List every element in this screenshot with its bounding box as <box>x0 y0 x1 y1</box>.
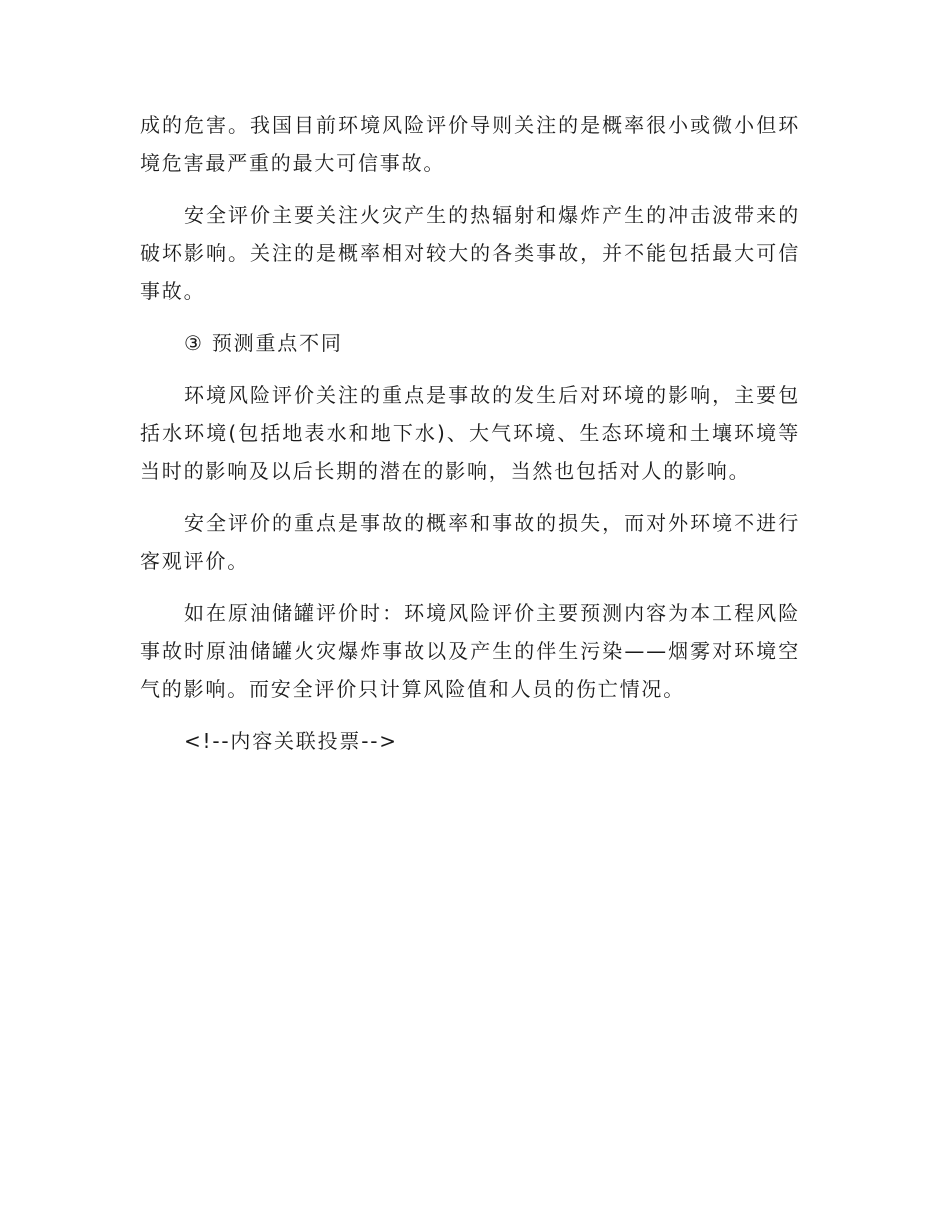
paragraph-safety-assessment-focus: 安全评价主要关注火灾产生的热辐射和爆炸产生的冲击波带来的破坏影响。关注的是概率相对较大的各类事故，并不能包括最大可信事故。 <box>140 203 800 303</box>
paragraph-crude-oil-tank-example: 如在原油储罐评价时：环境风险评价主要预测内容为本工程风险事故时原油储罐火灾爆炸事故以及产生的伴生污染——烟雾对环境空气的影响。而安全评价只计算风险值和人员的伤亡情况。 <box>140 601 800 701</box>
paragraph-environmental-risk-focus: 环境风险评价关注的重点是事故的发生后对环境的影响，主要包括水环境(包括地表水和地下水)、大气环境、生态环境和土壤环境等当时的影响及以后长期的潜在的影响，当然也包括对人的影响。 <box>140 383 800 483</box>
section-heading-prediction-focus: ③ 预测重点不同 <box>184 331 343 355</box>
paragraph-continuation: 成的危害。我国目前环境风险评价导则关注的是概率很小或微小但环境危害最严重的最大可信事故。 <box>140 113 800 175</box>
document-body <box>140 106 800 774</box>
paragraph-html-comment-text: <!--内容关联投票--> <box>184 729 398 753</box>
paragraph-safety-assessment-key-points: 安全评价的重点是事故的概率和事故的损失，而对外环境不进行客观评价。 <box>140 511 800 573</box>
